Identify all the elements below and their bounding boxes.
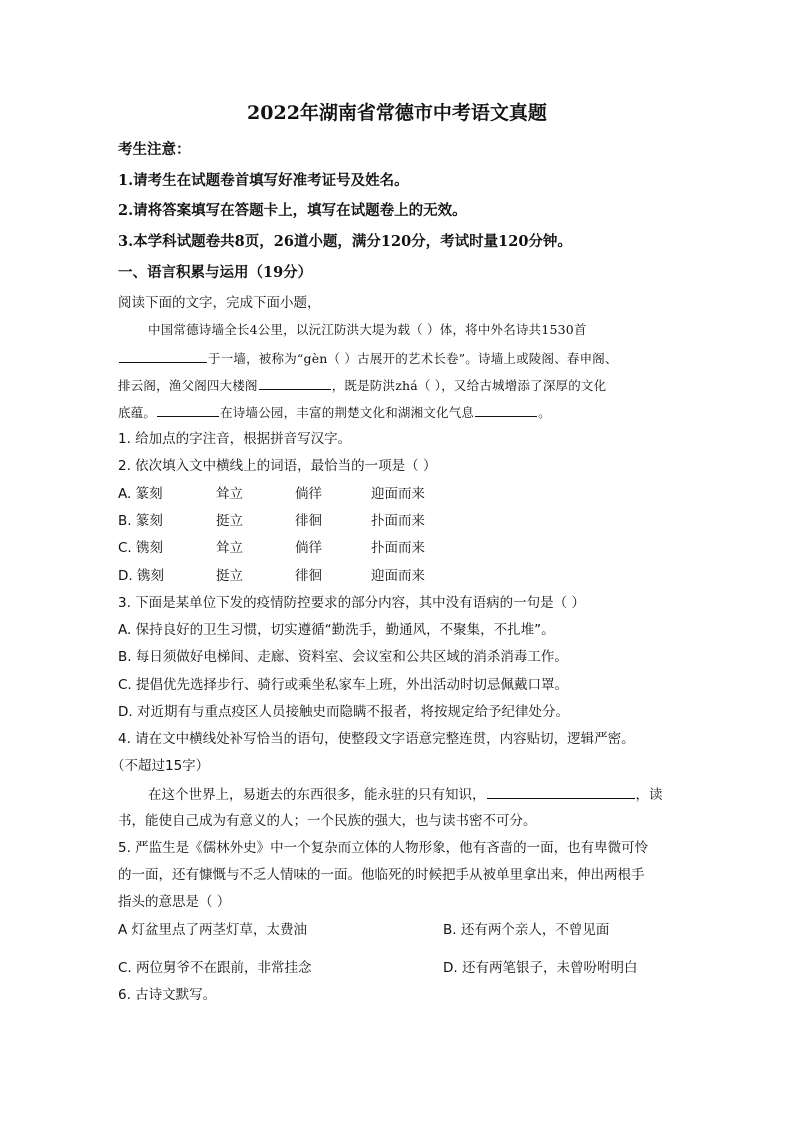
question-6: 6. 古诗文默写。 xyxy=(118,987,217,1003)
q2-option-c-word3: 倘徉 xyxy=(295,540,322,556)
q5-option-a[interactable]: A 灯盆里点了两茎灯草，太费油 xyxy=(118,922,308,938)
notice-item-3: 3.本学科试题卷共8页，26道小题，满分120分，考试时量120分钟。 xyxy=(118,233,572,250)
section-heading: 一、语言积累与运用（19分） xyxy=(118,264,313,281)
q2-option-a-word1[interactable]: A. 篆刻 xyxy=(118,486,163,502)
answer-blank[interactable] xyxy=(487,784,635,799)
fill-blank[interactable] xyxy=(475,402,537,417)
q2-option-b-word3: 徘徊 xyxy=(295,513,322,529)
q3-option-c[interactable]: C. 提倡优先选择步行、骑行或乘坐私家车上班，外出活动时切忌佩戴口罩。 xyxy=(118,677,569,693)
q2-option-d-word3: 徘徊 xyxy=(295,568,322,584)
q5-option-b[interactable]: B. 还有两个亲人，不曾见面 xyxy=(443,922,610,938)
passage-line-4: 底蕴。 在诗墙公园，丰富的荆楚文化和湖湘文化气息 。 xyxy=(118,402,551,423)
passage-line-2: 于一墙，被称为“gèn（ ）古展开的艺术长卷”。诗墙上或陵阁、春申阁、 xyxy=(118,348,618,369)
question-3-stem: 3. 下面是某单位下发的疫情防控要求的部分内容，其中没有语病的一句是（ ） xyxy=(118,595,585,611)
q2-option-a-word3: 倘徉 xyxy=(295,486,322,502)
question-4-limit: （不超过15字） xyxy=(111,758,210,774)
fill-blank[interactable] xyxy=(119,348,207,363)
q2-option-a-word4: 迎面而来 xyxy=(371,486,425,502)
notice-heading: 考生注意： xyxy=(118,141,191,158)
notice-item-1: 1.请考生在试题卷首填写好准考证号及姓名。 xyxy=(118,172,409,189)
q3-option-a[interactable]: A. 保持良好的卫生习惯，切实遵循“勤洗手，勤通风，不聚集，不扎堆”。 xyxy=(118,622,555,638)
question-4-text-2: 书，能使自己成为有意义的人；一个民族的强大，也与读书密不可分。 xyxy=(118,813,537,829)
passage-line-3: 排云阁，渔父阁四大楼阁 ，既是防洪zhá（ ），又给古城增添了深厚的文化 xyxy=(118,375,606,396)
q5-option-c[interactable]: C. 两位舅爷不在跟前，非常挂念 xyxy=(118,960,312,976)
question-5-line-1: 5. 严监生是《儒林外史》中一个复杂而立体的人物形象，他有吝啬的一面，也有卑微可怜 xyxy=(118,840,649,856)
q2-option-d-word4: 迎面而来 xyxy=(371,568,425,584)
q2-option-c-word2: 耸立 xyxy=(216,540,243,556)
section-intro: 阅读下面的文字，完成下面小题， xyxy=(118,295,321,311)
q3-option-d[interactable]: D. 对近期有与重点疫区人员接触史而隐瞒不报者，将按规定给予纪律处分。 xyxy=(118,704,569,720)
fill-blank[interactable] xyxy=(259,375,331,390)
notice-item-2: 2.请将答案填写在答题卡上，填写在试题卷上的无效。 xyxy=(118,202,467,219)
q2-option-b-word2: 挺立 xyxy=(216,513,243,529)
q2-option-c-word1[interactable]: C. 镌刻 xyxy=(118,540,164,556)
question-4-text-1: 在这个世界上，易逝去的东西很多，能永驻的只有知识， ，读 xyxy=(148,784,663,805)
q2-option-b-word1[interactable]: B. 篆刻 xyxy=(118,513,163,529)
question-5-line-3: 指头的意思是（ ） xyxy=(118,894,231,910)
page-title: 2022年湖南省常德市中考语文真题 xyxy=(247,102,547,124)
question-4-stem: 4. 请在文中横线处补写恰当的语句，使整段文字语意完整连贯，内容贴切，逻辑严密。 xyxy=(118,731,635,747)
question-2-stem: 2. 依次填入文中横线上的词语，最恰当的一项是（ ） xyxy=(118,458,437,474)
q2-option-b-word4: 扑面而来 xyxy=(371,513,425,529)
q2-option-c-word4: 扑面而来 xyxy=(371,540,425,556)
q3-option-b[interactable]: B. 每日须做好电梯间、走廊、资料室、会议室和公共区域的消杀消毒工作。 xyxy=(118,649,568,665)
q2-option-d-word2: 挺立 xyxy=(216,568,243,584)
q5-option-d[interactable]: D. 还有两笔银子，未曾吩咐明白 xyxy=(443,960,638,976)
q2-option-d-word1[interactable]: D. 镌刻 xyxy=(118,568,164,584)
fill-blank[interactable] xyxy=(157,402,219,417)
q2-option-a-word2: 耸立 xyxy=(216,486,243,502)
question-1: 1. 给加点的字注音，根据拼音写汉字。 xyxy=(118,431,352,447)
question-5-line-2: 的一面，还有慷慨与不乏人情味的一面。他临死的时候把手从被单里拿出来，伸出两根手 xyxy=(118,867,645,883)
passage-line-1: 中国常德诗墙全长4公里，以沅江防洪大堤为载（ ）体，将中外名诗共1530首 xyxy=(148,322,587,337)
